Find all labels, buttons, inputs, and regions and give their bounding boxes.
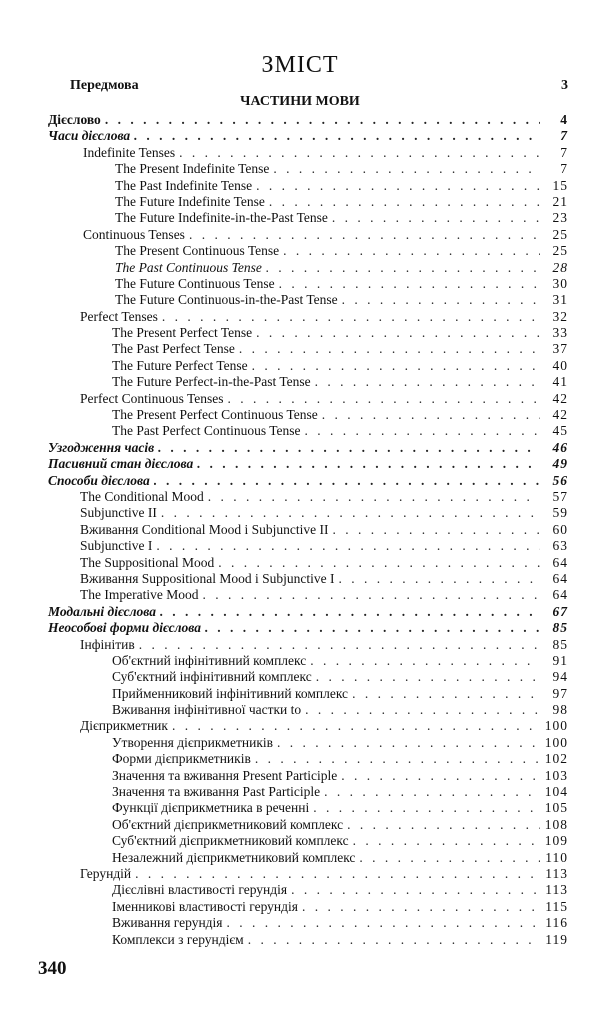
toc-entry[interactable] bbox=[0, 784, 600, 800]
toc-entry[interactable] bbox=[0, 505, 600, 521]
toc-dot-leader bbox=[341, 768, 540, 784]
toc-dot-leader bbox=[313, 800, 540, 816]
toc-entry[interactable] bbox=[0, 341, 600, 357]
toc-dot-leader bbox=[342, 292, 540, 308]
toc-entry[interactable] bbox=[0, 571, 600, 587]
toc-entry-page: 32 bbox=[552, 308, 568, 324]
toc-entry-title: Subjunctive I bbox=[80, 538, 153, 554]
toc-dot-leader bbox=[324, 784, 540, 800]
toc-entry-title: The Imperative Mood bbox=[80, 587, 199, 603]
toc-dot-leader bbox=[158, 440, 540, 456]
toc-entry[interactable] bbox=[0, 309, 600, 325]
toc-entry[interactable] bbox=[0, 325, 600, 341]
toc-dot-leader bbox=[105, 112, 540, 128]
toc-dot-leader bbox=[315, 374, 540, 390]
toc-entry-page: 56 bbox=[552, 472, 568, 488]
toc-entry-page: 57 bbox=[552, 488, 568, 504]
toc-entry[interactable] bbox=[0, 276, 600, 292]
toc-entry-title: The Future Indefinite Tense bbox=[115, 193, 265, 209]
toc-entry-title: Герундій bbox=[80, 865, 132, 881]
toc-dot-leader bbox=[279, 276, 540, 292]
toc-dot-leader bbox=[239, 341, 540, 357]
toc-entry[interactable] bbox=[0, 440, 600, 456]
toc-entry-title: Незалежний дієприкметниковий комплекс bbox=[112, 849, 356, 865]
toc-entry[interactable] bbox=[0, 489, 600, 505]
toc-entry[interactable] bbox=[0, 178, 600, 194]
toc-entry[interactable] bbox=[0, 210, 600, 226]
toc-entry-title: Значення та вживання Past Participle bbox=[112, 784, 321, 800]
toc-entry[interactable] bbox=[0, 866, 600, 882]
toc-entry-title: The Conditional Mood bbox=[80, 488, 204, 504]
toc-entry-title: The Past Indefinite Tense bbox=[115, 177, 253, 193]
toc-dot-leader bbox=[283, 243, 540, 259]
toc-entry-page: 102 bbox=[544, 751, 568, 767]
toc-entry[interactable] bbox=[0, 145, 600, 161]
toc-entry[interactable] bbox=[0, 899, 600, 915]
toc-dot-leader bbox=[322, 407, 540, 423]
toc-entry[interactable] bbox=[0, 358, 600, 374]
toc-dot-leader bbox=[135, 866, 540, 882]
toc-entry[interactable] bbox=[0, 702, 600, 718]
toc-dot-leader bbox=[248, 932, 540, 948]
toc-entry[interactable] bbox=[0, 882, 600, 898]
toc-dot-leader bbox=[273, 161, 540, 177]
toc-entry-title: Іменникові властивості герундія bbox=[112, 898, 298, 914]
toc-entry[interactable] bbox=[0, 653, 600, 669]
toc-dot-leader bbox=[266, 260, 540, 276]
toc-entry-title: Комплекси з герундієм bbox=[112, 931, 244, 947]
toc-entry[interactable] bbox=[0, 112, 600, 128]
toc-entry[interactable] bbox=[0, 407, 600, 423]
toc-entry[interactable] bbox=[0, 243, 600, 259]
toc-entry-title: Суб'єктний інфінітивний комплекс bbox=[112, 669, 312, 685]
toc-entry-title: The Suppositional Mood bbox=[80, 554, 215, 570]
toc-entry-title: Значення та вживання Present Participle bbox=[112, 767, 338, 783]
toc-entry-title: Об'єктний дієприкметниковий комплекс bbox=[112, 816, 344, 832]
toc-entry-title: Функції дієприкметника в реченні bbox=[112, 800, 310, 816]
toc-entry-title: Суб'єктний дієприкметниковий комплекс bbox=[112, 833, 349, 849]
toc-entry-title: Прийменниковий інфінітивний комплекс bbox=[112, 685, 349, 701]
toc-dot-leader bbox=[161, 505, 540, 521]
toc-entry[interactable] bbox=[0, 391, 600, 407]
toc-entry-title: The Future Perfect-in-the-Past Tense bbox=[112, 374, 311, 390]
toc-entry[interactable] bbox=[0, 473, 600, 489]
toc-dot-leader bbox=[197, 456, 540, 472]
toc-entry-page: 4 bbox=[560, 112, 568, 127]
toc-entry-page: 100 bbox=[544, 718, 568, 734]
toc-entry-title: Вживання Conditional Mood і Subjunctive II bbox=[80, 521, 329, 537]
toc-dot-leader bbox=[269, 194, 540, 210]
toc-entry[interactable] bbox=[0, 194, 600, 210]
toc-dot-leader bbox=[352, 686, 540, 702]
toc-entry-page: 67 bbox=[552, 603, 568, 619]
toc-entry[interactable] bbox=[0, 833, 600, 849]
toc-entry[interactable] bbox=[0, 800, 600, 816]
toc-entry[interactable] bbox=[0, 669, 600, 685]
toc-entry-page: 115 bbox=[545, 898, 568, 914]
toc-entry[interactable] bbox=[0, 915, 600, 931]
toc-entry-title: The Present Continuous Tense bbox=[115, 243, 280, 259]
toc-entry[interactable] bbox=[0, 128, 600, 144]
toc-entry-page: 100 bbox=[544, 734, 568, 750]
toc-dot-leader bbox=[162, 309, 540, 325]
toc-entry-title: Об'єктний інфінітивний комплекс bbox=[112, 652, 307, 668]
toc-dot-leader bbox=[189, 227, 540, 243]
toc-entry-title: The Past Perfect Continuous Tense bbox=[112, 423, 301, 439]
toc-entry-page: 60 bbox=[552, 521, 568, 537]
page-number: 340 bbox=[38, 958, 67, 979]
toc-entry-page: 7 bbox=[560, 161, 568, 177]
toc-entry-page: 104 bbox=[544, 784, 568, 800]
section-heading: ЧАСТИНИ МОВИ bbox=[240, 94, 360, 109]
toc-entry-page: 59 bbox=[552, 505, 568, 521]
toc-dot-leader bbox=[291, 882, 540, 898]
toc-dot-leader bbox=[332, 210, 540, 226]
toc-entry[interactable] bbox=[0, 538, 600, 554]
toc-dot-leader bbox=[172, 718, 540, 734]
toc-entry-title: The Future Perfect Tense bbox=[112, 357, 248, 373]
toc-entry-page: 15 bbox=[552, 177, 568, 193]
toc-entry[interactable] bbox=[0, 768, 600, 784]
toc-entry-page: 30 bbox=[552, 275, 568, 291]
toc-entry-title: Утворення дієприкметників bbox=[112, 734, 274, 750]
toc-entry-page: 91 bbox=[552, 652, 568, 668]
toc-entry-title: The Future Continuous Tense bbox=[115, 275, 275, 291]
toc-entry-title: Інфінітив bbox=[80, 636, 135, 652]
toc-entry[interactable] bbox=[0, 423, 600, 439]
toc-entry-page: 42 bbox=[552, 407, 568, 423]
toc-entry-page: 64 bbox=[552, 570, 568, 586]
toc-entry-title: Вживання герундія bbox=[112, 915, 223, 931]
toc-entry-title: Узгодження часів bbox=[48, 439, 155, 455]
toc-entry-page: 85 bbox=[552, 636, 568, 652]
toc-entry[interactable] bbox=[0, 850, 600, 866]
toc-entry-page: 41 bbox=[552, 374, 568, 390]
toc-dot-leader bbox=[156, 538, 540, 554]
toc-entry-page: 7 bbox=[560, 128, 568, 144]
toc-dot-leader bbox=[208, 489, 540, 505]
toc-entry-page: 28 bbox=[552, 259, 568, 275]
toc-dot-leader bbox=[359, 850, 540, 866]
page-title: ЗМІСТ bbox=[261, 52, 339, 78]
toc-dot-leader bbox=[154, 473, 540, 489]
toc-entry[interactable] bbox=[0, 374, 600, 390]
toc-entry[interactable] bbox=[0, 260, 600, 276]
toc-dot-leader bbox=[205, 620, 540, 636]
toc-dot-leader bbox=[160, 604, 540, 620]
toc-entry-page: 40 bbox=[552, 357, 568, 373]
toc-entry-page: 63 bbox=[552, 538, 568, 554]
toc-dot-leader bbox=[179, 145, 540, 161]
toc-entry-title: Дієслівні властивості герундія bbox=[112, 882, 288, 898]
toc-entry[interactable] bbox=[0, 686, 600, 702]
toc-entry-title: Дієслово bbox=[48, 112, 101, 127]
toc-dot-leader bbox=[305, 423, 540, 439]
toc-dot-leader bbox=[202, 587, 540, 603]
toc-dot-leader bbox=[255, 751, 540, 767]
toc-entry-page: 97 bbox=[552, 685, 568, 701]
toc-entry[interactable] bbox=[0, 292, 600, 308]
toc-entry[interactable] bbox=[0, 456, 600, 472]
toc-entry-title: The Past Continuous Tense bbox=[115, 259, 262, 275]
toc-entry-title: Способи дієслова bbox=[48, 472, 150, 488]
toc-entry[interactable] bbox=[0, 555, 600, 571]
toc-entry[interactable] bbox=[0, 522, 600, 538]
toc-entry-page: 116 bbox=[545, 915, 568, 931]
toc-dot-leader bbox=[218, 555, 540, 571]
toc-dot-leader bbox=[339, 571, 540, 587]
toc-entry-page: 23 bbox=[552, 210, 568, 226]
toc-entry-page: 98 bbox=[552, 702, 568, 718]
toc-entry[interactable] bbox=[0, 751, 600, 767]
toc-entry-title: Вживання Suppositional Mood і Subjunctive I bbox=[80, 570, 335, 586]
toc-dot-leader bbox=[139, 637, 540, 653]
toc-entry-title: Perfect Continuous Tenses bbox=[80, 390, 224, 406]
toc-dot-leader bbox=[277, 735, 540, 751]
toc-entry-title: The Present Perfect Continuous Tense bbox=[112, 407, 318, 423]
toc-entry-page: 113 bbox=[545, 865, 568, 881]
toc-entry-title: Часи дієслова bbox=[48, 128, 131, 144]
toc-entry-page: 110 bbox=[545, 849, 568, 865]
toc-entry-title: Дієприкметник bbox=[80, 718, 168, 734]
toc-entry-page: 42 bbox=[552, 390, 568, 406]
toc-entry-page: 7 bbox=[560, 144, 568, 160]
toc-entry-page: 85 bbox=[552, 620, 568, 636]
toc-entry-title: The Future Continuous-in-the-Past Tense bbox=[115, 292, 338, 308]
toc-dot-leader bbox=[256, 178, 540, 194]
toc-entry-title: The Present Indefinite Tense bbox=[115, 161, 270, 177]
toc-entry-page: 46 bbox=[552, 439, 568, 455]
table-of-contents bbox=[0, 112, 600, 948]
toc-entry-page: 21 bbox=[552, 193, 568, 209]
toc-entry-title: Пасивний стан дієслова bbox=[48, 456, 194, 472]
toc-entry-title: Indefinite Tenses bbox=[83, 144, 176, 160]
toc-dot-leader bbox=[256, 325, 540, 341]
toc-entry-page: 31 bbox=[552, 292, 568, 308]
toc-entry-page: 94 bbox=[552, 669, 568, 685]
toc-entry-page: 103 bbox=[544, 767, 568, 783]
toc-entry[interactable] bbox=[0, 161, 600, 177]
toc-entry-page: 33 bbox=[552, 325, 568, 341]
toc-entry[interactable] bbox=[0, 735, 600, 751]
toc-entry-title: Вживання інфінітивної частки to bbox=[112, 702, 302, 718]
toc-entry-title: Модальні дієслова bbox=[48, 603, 156, 619]
toc-entry[interactable] bbox=[0, 932, 600, 948]
toc-entry[interactable] bbox=[0, 817, 600, 833]
toc-entry-title: Perfect Tenses bbox=[80, 308, 158, 324]
toc-dot-leader bbox=[316, 669, 540, 685]
toc-dot-leader bbox=[134, 128, 540, 144]
toc-entry-page: 108 bbox=[544, 816, 568, 832]
toc-dot-leader bbox=[305, 702, 540, 718]
toc-entry-page: 49 bbox=[552, 456, 568, 472]
toc-preface-label: Передмова bbox=[70, 78, 139, 93]
toc-entry-page: 105 bbox=[544, 800, 568, 816]
toc-entry-title: The Future Indefinite-in-the-Past Tense bbox=[115, 210, 328, 226]
toc-entry-title: Неособові форми дієслова bbox=[48, 620, 201, 636]
toc-entry-title: Subjunctive II bbox=[80, 505, 157, 521]
toc-dot-leader bbox=[227, 915, 540, 931]
toc-entry-page: 25 bbox=[552, 226, 568, 242]
toc-entry-title: The Past Perfect Tense bbox=[112, 341, 235, 357]
toc-dot-leader bbox=[353, 833, 540, 849]
toc-entry[interactable] bbox=[0, 604, 600, 620]
toc-entry-page: 64 bbox=[552, 587, 568, 603]
toc-entry[interactable] bbox=[0, 227, 600, 243]
toc-entry-title: Форми дієприкметників bbox=[112, 751, 251, 767]
toc-entry[interactable] bbox=[0, 620, 600, 636]
toc-entry-page: 119 bbox=[545, 931, 568, 947]
toc-entry[interactable] bbox=[0, 718, 600, 734]
toc-dot-leader bbox=[347, 817, 540, 833]
toc-entry-page: 37 bbox=[552, 341, 568, 357]
toc-dot-leader bbox=[302, 899, 540, 915]
toc-dot-leader bbox=[252, 358, 540, 374]
toc-dot-leader bbox=[333, 522, 540, 538]
toc-entry[interactable] bbox=[0, 637, 600, 653]
toc-preface-page: 3 bbox=[561, 78, 568, 93]
toc-entry-page: 25 bbox=[552, 243, 568, 259]
toc-dot-leader bbox=[228, 391, 540, 407]
toc-entry-page: 64 bbox=[552, 554, 568, 570]
toc-entry-page: 109 bbox=[544, 833, 568, 849]
toc-preface[interactable] bbox=[70, 78, 568, 94]
toc-entry-title: Continuous Tenses bbox=[83, 226, 185, 242]
toc-entry-page: 45 bbox=[552, 423, 568, 439]
toc-entry-page: 113 bbox=[545, 882, 568, 898]
toc-dot-leader bbox=[310, 653, 540, 669]
toc-entry-title: The Present Perfect Tense bbox=[112, 325, 253, 341]
toc-entry[interactable] bbox=[0, 587, 600, 603]
